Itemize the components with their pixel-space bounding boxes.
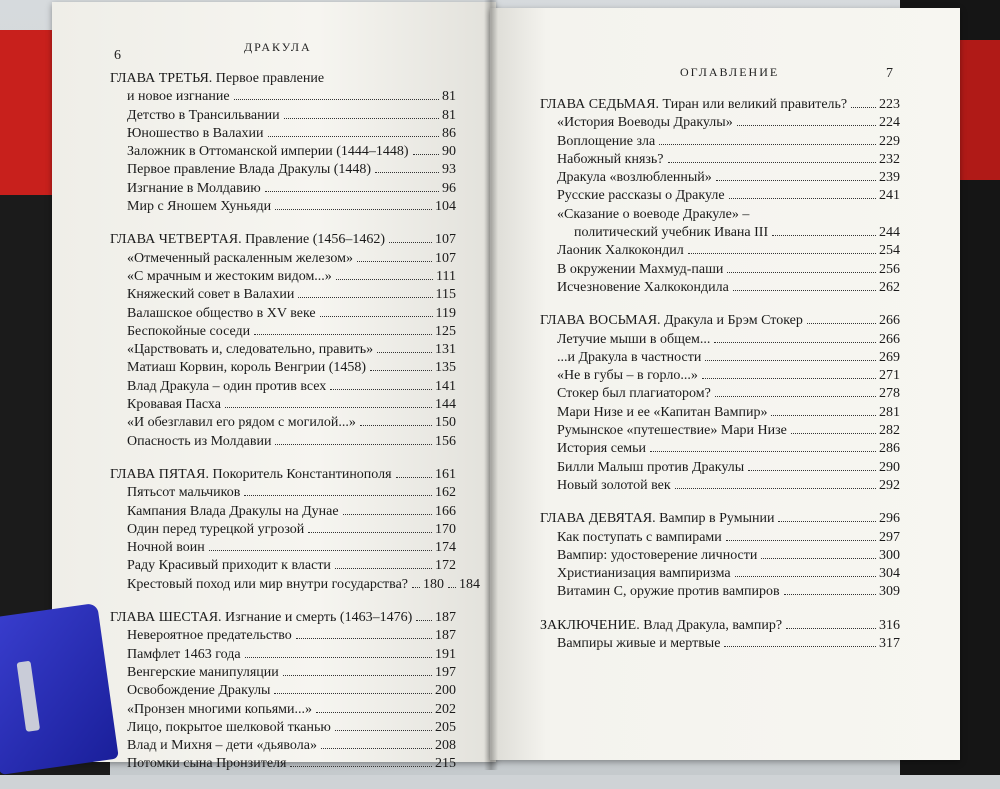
toc-entry [110, 286, 456, 304]
toc-entry [540, 440, 900, 458]
toc-entry [110, 378, 456, 396]
dot-leader [234, 99, 439, 100]
dot-leader [714, 342, 876, 343]
toc-entry-title: и новое изгнание [127, 89, 230, 105]
toc-page-number: 271 [879, 368, 900, 384]
toc-entry-title: Летучие мыши в общем... [557, 331, 711, 347]
toc-entry-title: Детство в Трансильвании [127, 107, 280, 123]
toc-entry-title: «Пронзен многими копьями...» [127, 701, 313, 717]
toc-page-number: 229 [879, 133, 900, 149]
toc-page-number: 187 [435, 610, 456, 626]
toc-page-number: 316 [879, 617, 900, 633]
toc-page-number: 296 [879, 511, 900, 527]
toc-entry [540, 206, 900, 224]
dot-leader [308, 532, 432, 533]
toc-entry-title: Влад Дракула – один против всех [127, 378, 327, 394]
toc-right [540, 96, 900, 668]
dot-leader [748, 470, 876, 471]
chapter-heading [110, 88, 456, 106]
toc-entry-title: История семьи [557, 441, 647, 457]
toc-page-number: 125 [435, 323, 456, 339]
toc-entry [110, 125, 456, 143]
toc-page-number: 184 [459, 576, 481, 592]
toc-entry [110, 143, 456, 161]
toc-entry-title: «Не в губы – в горло...» [557, 368, 698, 384]
book-cover-left-red [0, 30, 60, 200]
toc-entry [540, 367, 900, 385]
toc-page-number: 150 [435, 415, 456, 431]
dot-leader [290, 766, 432, 767]
toc-page-number: 256 [879, 261, 900, 277]
dot-leader [244, 495, 432, 496]
toc-entry [110, 664, 456, 682]
toc-entry-title: Вампир: удостоверение личности [557, 547, 758, 563]
toc-entry [110, 646, 456, 664]
toc-page-number: 290 [879, 459, 900, 475]
toc-entry-title: Крестовый поход или мир внутри государства? [127, 576, 409, 592]
toc-page-number: 81 [442, 107, 456, 123]
toc-page-number: 119 [435, 305, 456, 321]
toc-entry-title: Витамин С, оружие против вампиров [557, 584, 780, 600]
toc-page-number: 282 [879, 423, 900, 439]
dot-leader [448, 587, 456, 588]
toc-page-number: 317 [879, 636, 900, 652]
toc-entry [110, 268, 456, 286]
toc-page-number: 131 [435, 342, 456, 358]
toc-entry-title: Памфлет 1463 года [127, 646, 241, 662]
toc-entry-title: Княжеский совет в Валахии [127, 287, 295, 303]
toc-page-number: 187 [435, 628, 456, 644]
toc-entry-title: Румынское «путешествие» Мари Низе [557, 423, 787, 439]
dot-leader [851, 107, 876, 108]
toc-entry [540, 242, 900, 260]
toc-entry [110, 305, 456, 323]
dot-leader [284, 118, 439, 119]
toc-entry-title: Юношество в Валахии [127, 125, 264, 141]
toc-entry-title: «Сказание о воеводе Дракуле» – [557, 206, 750, 222]
dot-leader [737, 125, 876, 126]
toc-page-number: 135 [435, 360, 456, 376]
dot-leader [668, 162, 876, 163]
toc-entry-title: Валашское общество в XV веке [127, 305, 316, 321]
toc-page-number: 200 [435, 683, 456, 699]
toc-entry-title: Новый золотой век [557, 477, 671, 493]
dot-leader [296, 638, 432, 639]
toc-entry [540, 547, 900, 565]
toc-section [540, 617, 900, 654]
toc-page-number: 90 [442, 144, 456, 160]
book-gutter [484, 0, 498, 770]
dot-leader [335, 568, 432, 569]
toc-entry-title: Воплощение зла [557, 133, 656, 149]
toc-entry [540, 422, 900, 440]
dot-leader [335, 730, 432, 731]
page-number: 6 [114, 48, 121, 63]
toc-entry-title: Мари Низе и ее «Капитан Вампир» [557, 404, 768, 420]
toc-entry-title: «И обезглавил его рядом с могилой...» [127, 415, 356, 431]
toc-page-number: 215 [435, 756, 456, 772]
toc-entry [110, 484, 456, 502]
chapter-heading [540, 96, 900, 114]
toc-entry [540, 151, 900, 169]
toc-page-number: 297 [879, 529, 900, 545]
running-head: ДРАКУЛА [244, 40, 312, 54]
dot-leader [343, 514, 432, 515]
toc-entry-title: Кровавая Пасха [127, 397, 221, 413]
dot-leader [209, 550, 432, 551]
toc-page-number: 300 [879, 547, 900, 563]
toc-page-number: 172 [435, 558, 456, 574]
toc-entry-title: ГЛАВА ТРЕТЬЯ. Первое правление [110, 71, 325, 86]
toc-page-number: 202 [435, 701, 456, 717]
toc-entry-title: Беспокойные соседи [127, 323, 251, 339]
toc-entry-title: Христианизация вампиризма [557, 566, 731, 582]
toc-left [110, 70, 481, 789]
dot-leader [413, 154, 439, 155]
toc-entry [540, 565, 900, 583]
dot-leader [298, 297, 432, 298]
dot-leader [254, 334, 432, 335]
toc-entry-title: политический учебник Ивана III [574, 225, 769, 241]
toc-page-number: 96 [442, 180, 456, 196]
toc-page-number: 180 [423, 576, 445, 592]
toc-entry-title: Раду Красивый приходит к власти [127, 558, 331, 574]
toc-entry [110, 627, 456, 645]
chapter-heading [110, 70, 456, 88]
toc-entry [110, 161, 456, 179]
toc-entry [540, 635, 900, 653]
toc-entry [540, 187, 900, 205]
toc-entry-title: Русские рассказы о Дракуле [557, 188, 725, 204]
toc-page-number: 239 [879, 170, 900, 186]
toc-entry [540, 331, 900, 349]
toc-entry-title: «История Воеводы Дракулы» [557, 115, 733, 131]
dot-leader [716, 180, 876, 181]
dot-leader [726, 540, 876, 541]
toc-page-number: 111 [436, 268, 456, 284]
toc-entry-title: ГЛАВА ШЕСТАЯ. Изгнание и смерть (1463–1476) [110, 610, 413, 626]
dot-leader [786, 628, 876, 629]
toc-page-number: 292 [879, 477, 900, 493]
toc-page-number: 93 [442, 162, 456, 178]
dot-leader [727, 272, 876, 273]
toc-entry-title: Кампания Влада Дракулы на Дунае [127, 503, 339, 519]
toc-entry [110, 250, 456, 268]
toc-entry [110, 701, 456, 719]
toc-page-number: 269 [879, 349, 900, 365]
toc-entry-title: Как поступать с вампирами [557, 529, 722, 545]
toc-page-number: 156 [435, 433, 456, 449]
toc-page-number: 81 [442, 89, 456, 105]
toc-entry [540, 477, 900, 495]
toc-entry-title: Опасность из Молдавии [127, 433, 272, 449]
toc-page-number: 141 [435, 378, 456, 394]
toc-entry-title: ЗАКЛЮЧЕНИЕ. Влад Дракула, вампир? [540, 617, 783, 633]
dot-leader [650, 451, 876, 452]
toc-page-number: 286 [879, 441, 900, 457]
toc-entry-title: Ночной воин [127, 540, 205, 556]
toc-entry-title: В окружении Махмуд-паши [557, 261, 724, 277]
toc-entry [540, 133, 900, 151]
toc-entry [540, 404, 900, 422]
toc-entry-title: ...и Дракула в частности [557, 349, 702, 365]
toc-entry-title: Потомки сына Пронзителя [127, 756, 287, 772]
toc-entry [540, 114, 900, 132]
toc-entry [110, 359, 456, 377]
toc-page-number: 166 [435, 503, 456, 519]
toc-section [110, 231, 456, 451]
toc-page-number: 281 [879, 404, 900, 420]
toc-page-number: 107 [435, 250, 456, 266]
dot-leader [771, 415, 876, 416]
toc-entry [540, 349, 900, 367]
dot-leader [702, 378, 876, 379]
toc-entry [540, 385, 900, 403]
toc-page-number: 278 [879, 386, 900, 402]
dot-leader [375, 172, 439, 173]
toc-entry-title: Первое правление Влада Дракулы (1448) [127, 162, 372, 178]
dot-leader [316, 712, 432, 713]
toc-entry [540, 169, 900, 187]
toc-entry-title: ГЛАВА СЕДЬМАЯ. Тиран или великий правитель? [540, 97, 848, 112]
dot-leader [784, 594, 876, 595]
toc-section [540, 312, 900, 495]
toc-entry-title: Венгерские манипуляции [127, 664, 279, 680]
left-page [52, 2, 496, 772]
toc-entry [110, 576, 481, 594]
toc-entry [110, 341, 456, 359]
toc-entry [540, 583, 900, 601]
toc-page-number: 162 [435, 485, 456, 501]
toc-entry-title: Матиаш Корвин, король Венгрии (1458) [127, 360, 367, 376]
dot-leader [396, 477, 432, 478]
toc-entry-title: Дракула «возлюбленный» [557, 170, 712, 186]
toc-entry-title: Мир с Яношем Хуньяди [127, 199, 272, 215]
toc-entry [110, 539, 456, 557]
dot-leader [772, 235, 876, 236]
toc-entry [110, 557, 456, 575]
toc-entry [110, 323, 456, 341]
toc-page-number: 107 [435, 232, 456, 248]
toc-page-number: 197 [435, 664, 456, 680]
toc-entry-title: Билли Малыш против Дракулы [557, 459, 745, 475]
dot-leader [715, 396, 876, 397]
toc-page-number: 266 [879, 331, 900, 347]
dot-leader [283, 675, 432, 676]
chapter-heading [540, 510, 900, 528]
toc-entry-title: «С мрачным и жестоким видом...» [127, 268, 332, 284]
chapter-heading [110, 231, 456, 249]
toc-entry-title: Влад и Михня – дети «дьявола» [127, 738, 317, 754]
toc-page-number: 115 [435, 287, 456, 303]
toc-entry [110, 719, 456, 737]
toc-page-number: 262 [879, 279, 900, 295]
toc-entry [110, 521, 456, 539]
dot-leader [357, 261, 432, 262]
stapler-slot [17, 661, 41, 732]
dot-leader [659, 144, 876, 145]
toc-section [110, 70, 456, 216]
dot-leader [735, 576, 876, 577]
toc-entry-title: «Царствовать и, следовательно, править» [127, 342, 374, 358]
dot-leader [675, 488, 876, 489]
dot-leader [370, 370, 432, 371]
dot-leader [245, 657, 432, 658]
toc-entry-title: Невероятное предательство [127, 628, 292, 644]
toc-page-number: 241 [879, 188, 900, 204]
toc-entry-title: Лаоник Халкокондил [557, 243, 684, 259]
toc-page-number: 266 [879, 313, 900, 329]
dot-leader [275, 444, 432, 445]
toc-entry [540, 224, 900, 242]
toc-entry-title: Изгнание в Молдавию [127, 180, 261, 196]
dot-leader [330, 389, 432, 390]
toc-entry-title: Заложник в Оттоманской империи (1444–1448) [127, 144, 409, 160]
chapter-heading [110, 609, 456, 627]
toc-page-number: 205 [435, 719, 456, 735]
toc-page-number: 223 [879, 97, 900, 112]
dot-leader [274, 693, 432, 694]
toc-entry [110, 755, 456, 773]
toc-entry-title: «Отмеченный раскаленным железом» [127, 250, 354, 266]
right-page [490, 8, 960, 760]
toc-entry-title: ГЛАВА ПЯТАЯ. Покоритель Константинополя [110, 466, 392, 482]
toc-entry-title: ГЛАВА ЧЕТВЕРТАЯ. Правление (1456–1462) [110, 232, 386, 248]
toc-entry-title: Лицо, покрытое шелковой тканью [127, 719, 331, 735]
dot-leader [275, 209, 432, 210]
dot-leader [320, 316, 433, 317]
toc-section [540, 96, 900, 297]
toc-section [540, 510, 900, 601]
toc-entry-title: ГЛАВА ДЕВЯТАЯ. Вампир в Румынии [540, 511, 775, 527]
toc-entry [110, 737, 456, 755]
dot-leader [807, 323, 876, 324]
toc-entry [110, 396, 456, 414]
toc-page-number: 161 [435, 466, 456, 482]
toc-page-number: 232 [879, 151, 900, 167]
dot-leader [412, 587, 420, 588]
dot-leader [336, 279, 433, 280]
toc-entry [540, 529, 900, 547]
toc-page-number: 309 [879, 584, 900, 600]
toc-page-number: 86 [442, 125, 456, 141]
toc-entry-title: Набожный князь? [557, 151, 664, 167]
toc-entry [540, 459, 900, 477]
toc-entry-title: Вампиры живые и мертвые [557, 636, 721, 652]
dot-leader [705, 360, 876, 361]
toc-page-number: 191 [435, 646, 456, 662]
chapter-heading [110, 466, 456, 484]
toc-entry-title: Стокер был плагиатором? [557, 386, 711, 402]
toc-page-number: 254 [879, 243, 900, 259]
toc-entry-title: ГЛАВА ВОСЬМАЯ. Дракула и Брэм Стокер [540, 313, 803, 329]
page-number: 7 [886, 66, 893, 81]
toc-page-number: 174 [435, 540, 456, 556]
dot-leader [416, 620, 432, 621]
dot-leader [377, 352, 432, 353]
dot-leader [360, 425, 432, 426]
dot-leader [389, 242, 432, 243]
toc-entry-title: Исчезновение Халкокондила [557, 279, 729, 295]
dot-leader [225, 407, 432, 408]
toc-entry-title: Один перед турецкой угрозой [127, 521, 305, 537]
toc-section [110, 609, 456, 774]
toc-page-number: 208 [435, 738, 456, 754]
chapter-heading [540, 312, 900, 330]
toc-entry [110, 198, 456, 216]
toc-entry [540, 261, 900, 279]
dot-leader [778, 521, 876, 522]
dot-leader [688, 253, 876, 254]
dot-leader [268, 136, 439, 137]
dot-leader [265, 191, 439, 192]
dot-leader [761, 558, 876, 559]
toc-entry [110, 180, 456, 198]
dot-leader [729, 198, 876, 199]
toc-entry [110, 414, 456, 432]
running-head: ОГЛАВЛЕНИЕ [680, 65, 780, 79]
dot-leader [724, 646, 876, 647]
toc-entry-title: Пятьсот мальчиков [127, 485, 241, 501]
toc-entry [540, 279, 900, 297]
toc-page-number: 170 [435, 521, 456, 537]
toc-entry-title: Освобождение Дракулы [127, 683, 271, 699]
toc-page-number: 304 [879, 566, 900, 582]
toc-section [110, 466, 481, 594]
dot-leader [733, 290, 876, 291]
toc-entry [110, 107, 456, 125]
toc-entry [110, 503, 456, 521]
toc-page-number: 104 [435, 199, 456, 215]
dot-leader [791, 433, 876, 434]
dot-leader [321, 748, 432, 749]
toc-page-number: 224 [879, 115, 900, 131]
chapter-heading [540, 617, 900, 635]
toc-entry [110, 682, 456, 700]
toc-page-number: 144 [435, 397, 456, 413]
toc-entry [110, 433, 456, 451]
toc-page-number: 244 [879, 225, 900, 241]
